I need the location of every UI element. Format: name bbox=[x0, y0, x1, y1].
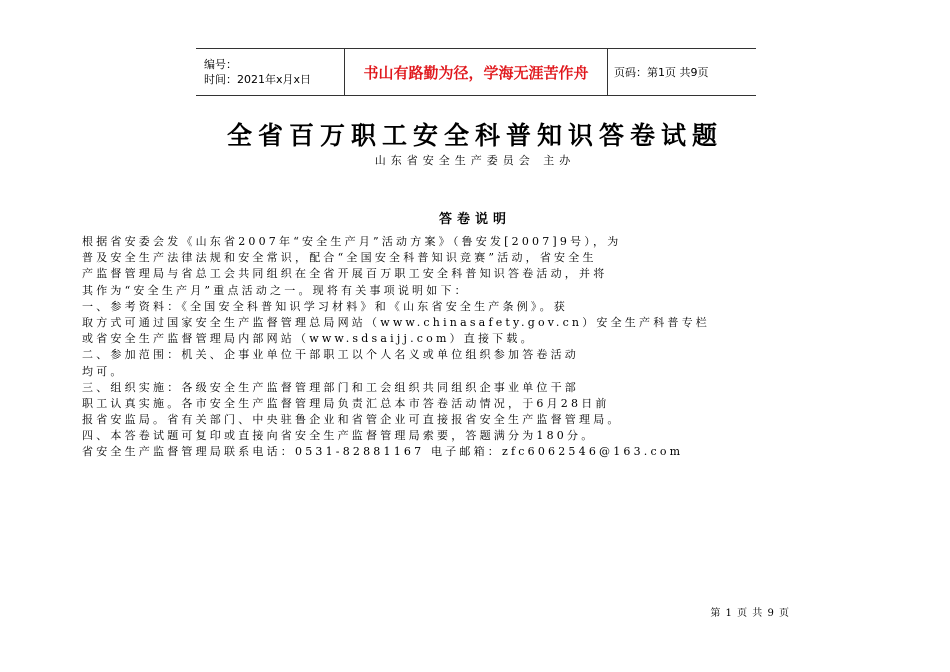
body-line: 其作为“安全生产月”重点活动之一。现将有关事项说明如下： bbox=[82, 283, 469, 297]
header-page-cell bbox=[608, 49, 756, 95]
time-label: 时间：2021年x月x日 bbox=[204, 73, 312, 86]
header-table bbox=[196, 48, 756, 96]
body-text bbox=[82, 234, 872, 461]
page-label: 页码：第1页 共9页 bbox=[614, 66, 709, 79]
section-title: 答卷说明 bbox=[438, 212, 511, 227]
number-label: 编号： bbox=[204, 58, 237, 71]
document-subtitle: 山东省安全生产委员会 主办 bbox=[374, 154, 576, 167]
body-line: 或省安全生产监督管理局内部网站（www.sdsaijj.com）直接下载。 bbox=[82, 332, 535, 346]
body-line: 职工认真实施。各市安全生产监督管理局负责汇总本市答卷活动情况，于6月28日前 bbox=[82, 396, 610, 410]
motto-text: 书山有路勤为径，学海无涯苦作舟 bbox=[363, 63, 589, 82]
header-left-cell bbox=[196, 49, 345, 95]
body-line: 取方式可通过国家安全生产监督管理总局网站（www.chinasafety.gov.cn）安全生产科普专栏 bbox=[82, 315, 711, 329]
body-line: 省安全生产监督管理局联系电话：0531-82881167 电子邮箱：zfc6062546@163.com bbox=[82, 445, 684, 459]
body-line: 产监督管理局与省总工会共同组织在全省开展百万职工安全科普知识答卷活动，并将 bbox=[82, 267, 608, 281]
header-motto-cell bbox=[345, 49, 608, 95]
body-line: 三、组织实施：各级安全生产监督管理部门和工会组织共同组织企事业单位干部 bbox=[82, 380, 579, 394]
page-footer: 第 1 页 共 9 页 bbox=[710, 608, 790, 619]
body-line: 报省安监局。省有关部门、中央驻鲁企业和省管企业可直接报省安全生产监督管理局。 bbox=[82, 413, 622, 427]
document-title: 全省百万职工安全科普知识答卷试题 bbox=[226, 121, 723, 150]
body-line: 一、参考资料：《全国安全科普知识学习材料》和《山东省安全生产条例》。获 bbox=[82, 299, 568, 313]
body-line: 均可。 bbox=[82, 364, 125, 378]
body-line: 二、参加范围：机关、企事业单位干部职工以个人名义或单位组织参加答卷活动 bbox=[82, 348, 579, 362]
body-line: 四、本答卷试题可复印或直接向省安全生产监督管理局索要，答题满分为180分。 bbox=[82, 429, 596, 443]
body-line: 普及安全生产法律法规和安全常识，配合“全国安全科普知识竞赛”活动，省安全生 bbox=[82, 251, 597, 265]
body-line: 根据省安委会发《山东省2007年“安全生产月”活动方案》（鲁安发[2007]9号），为 bbox=[82, 235, 622, 248]
